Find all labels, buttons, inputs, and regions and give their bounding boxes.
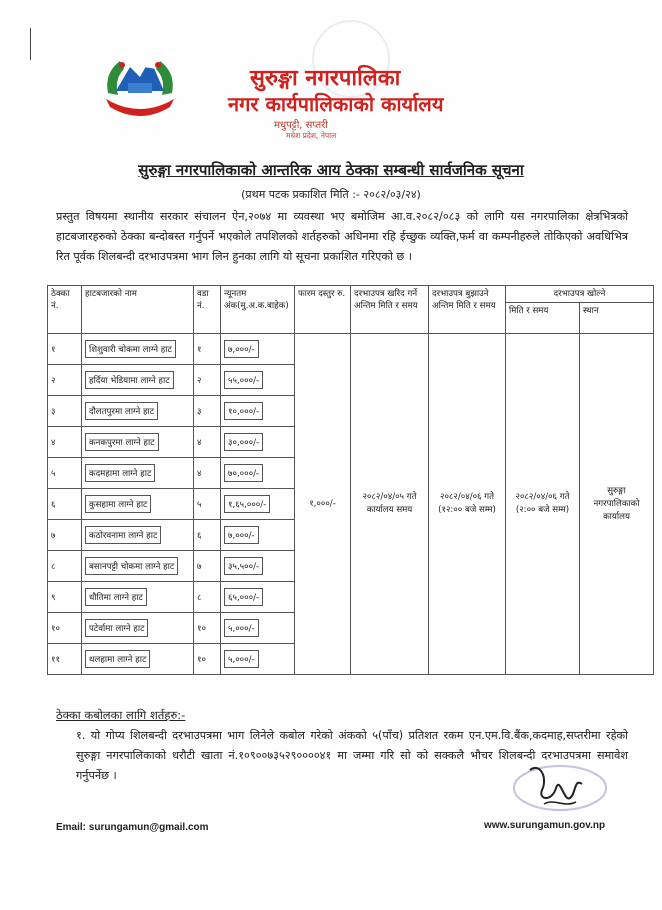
- cell-opening-place: सुरुङ्गा नगरपालिकाको कार्यालय: [580, 334, 654, 675]
- cell-sn-text: ५: [51, 469, 56, 479]
- cell-sn-text: ७: [51, 531, 56, 541]
- scan-edge-mark: [30, 28, 31, 60]
- cell-ward: [194, 334, 221, 365]
- cell-market-name: [82, 582, 194, 613]
- cell-market-name: [82, 458, 194, 489]
- conditions-heading: ठेक्का कबोलका लागि शर्तहरु:-: [56, 708, 186, 722]
- cell-min-amount: [221, 551, 295, 582]
- contract-table: [47, 285, 654, 675]
- cell-market-name-text: धौतिमा लाग्ने हाट: [85, 588, 147, 606]
- cell-sn: [48, 520, 82, 551]
- header-sn: ठेक्का नं.: [48, 286, 82, 334]
- header-market-name: हाटबजारको नाम: [82, 286, 194, 334]
- cell-ward: [194, 613, 221, 644]
- cell-market-name-text: कनकपुरमा लाग्ने हाट: [85, 433, 159, 451]
- cell-min-amount: [221, 582, 295, 613]
- cell-purchase-deadline: २०८२/०४/०५ गते कार्यालय समय: [351, 334, 429, 675]
- cell-min-amount-text: ७०,०००/-: [224, 464, 263, 482]
- cell-ward: [194, 365, 221, 396]
- cell-min-amount-text: ३०,०००/-: [224, 433, 263, 451]
- table-body: [48, 334, 654, 675]
- signature-stamp: [500, 758, 610, 818]
- header-opening: दरभाउपत्र खोल्ने: [506, 286, 654, 303]
- cell-min-amount: [221, 644, 295, 675]
- cell-min-amount: [221, 334, 295, 365]
- cell-min-amount: [221, 520, 295, 551]
- cell-ward-text: ४: [197, 438, 202, 448]
- cell-sn: [48, 613, 82, 644]
- cell-opening-datetime: २०८२/०४/०६ गते (२:०० बजे सम्म): [506, 334, 580, 675]
- cell-market-name: [82, 613, 194, 644]
- cell-sn: [48, 644, 82, 675]
- cell-min-amount: [221, 365, 295, 396]
- cell-sn-text: २: [51, 376, 56, 386]
- cell-sn: [48, 458, 82, 489]
- cell-ward: [194, 520, 221, 551]
- cell-market-name: [82, 644, 194, 675]
- cell-market-name: [82, 334, 194, 365]
- notice-body: प्रस्तुत विषयमा स्थानीय सरकार संचालन ऐन,२०७४ मा व्यवस्था भए बमोजिम आ.व.२०८२/०८३ को लागि यस नगरपालिका क्षेत्रभित्रको हाटबजारहरुको ठेक्का बन्दोबस्त गर्नुपर्ने भएकोले तपशिलको शर्तहरुको अधिनमा रहि ईच्छुक व्यक्ति,फर्म वा कम्पनीहरुले तोकिएको अवधिभित्र रित पूर्वक शिलबन्दी दरभाउपत्रमा भाग लिन हुनका लागि यो सूचना प्रकाशित गरिएको छ ।: [56, 210, 628, 263]
- cell-sn: [48, 334, 82, 365]
- cell-ward-text: १: [197, 345, 202, 355]
- header-opening-datetime: मिति र समय: [506, 303, 580, 334]
- cell-ward-text: २: [197, 376, 202, 386]
- table-row: [48, 334, 654, 365]
- cell-sn-text: ६: [51, 500, 56, 510]
- cell-min-amount: [221, 613, 295, 644]
- cell-sn-text: ९: [51, 593, 56, 603]
- cell-market-name: [82, 396, 194, 427]
- cell-ward-text: ५: [197, 500, 202, 510]
- cell-market-name-text: कठोरवनामा लाग्ने हाट: [85, 526, 161, 544]
- header-min-amount: न्यूनतम अंक(मु.अ.क.बाहेक): [221, 286, 295, 334]
- cell-ward: [194, 582, 221, 613]
- cell-market-name-text: पटेर्वामा लाग्ने हाट: [85, 619, 148, 637]
- cell-ward-text: १०: [197, 655, 206, 665]
- cell-market-name: [82, 427, 194, 458]
- cell-min-amount-text: ३५,५००/-: [224, 557, 263, 575]
- footer-website: www.surungamun.gov.np: [484, 820, 606, 831]
- cell-min-amount-text: ६५,०००/-: [224, 588, 263, 606]
- header-opening-place: स्थान: [580, 303, 654, 334]
- cell-sn-text: ३: [51, 407, 56, 417]
- cell-sn-text: १: [51, 345, 56, 355]
- office-name: नगर कार्यपालिकाको कार्यालय: [228, 92, 444, 116]
- cell-market-name: [82, 551, 194, 582]
- cell-ward: [194, 396, 221, 427]
- cell-sn-text: ८: [51, 562, 56, 572]
- header-purchase-deadline: दरभाउपत्र खरिद गर्ने अन्तिम मिति र समय: [351, 286, 429, 334]
- cell-market-name-text: शिशुवारी चोकमा लाग्ने हाट: [85, 340, 176, 358]
- cell-ward: [194, 489, 221, 520]
- cell-min-amount-text: ७,०००/-: [224, 340, 259, 358]
- cell-market-name: [82, 520, 194, 551]
- cell-sn-text: १०: [51, 624, 60, 634]
- cell-ward-text: ७: [197, 562, 202, 572]
- header-form-fee: फारम दस्तुर रु.: [295, 286, 351, 334]
- cell-sn: [48, 551, 82, 582]
- cell-sn: [48, 365, 82, 396]
- cell-min-amount-text: ५,०००/-: [224, 619, 259, 637]
- cell-min-amount-text: ५५,०००/-: [224, 371, 263, 389]
- cell-sn-text: ११: [51, 655, 60, 665]
- cell-min-amount-text: १,६५,०००/-: [224, 495, 270, 513]
- cell-min-amount: [221, 427, 295, 458]
- cell-ward-text: १०: [197, 624, 206, 634]
- cell-submission-deadline: २०८२/०४/०६ गते (१२:०० बजे सम्म): [429, 334, 506, 675]
- cell-min-amount: [221, 489, 295, 520]
- header-submission-deadline: दरभाउपत्र बुझाउने अन्तिम मिति र समय: [429, 286, 506, 334]
- cell-market-name-text: हर्दिया भेडियामा लाग्ने हाट: [85, 371, 174, 389]
- cell-market-name-text: दौलतपुरमा लाग्ने हाट: [85, 402, 158, 420]
- cell-sn: [48, 427, 82, 458]
- municipality-name: सुरुङ्गा नगरपालिका: [250, 66, 401, 91]
- cell-ward-text: ३: [197, 407, 202, 417]
- address-line-2: मधेश प्रदेश, नेपाल: [286, 131, 337, 140]
- cell-sn: [48, 396, 82, 427]
- municipality-emblem-icon: [100, 45, 180, 123]
- table-header-row: [48, 286, 654, 303]
- cell-ward-text: ४: [197, 469, 202, 479]
- cell-ward: [194, 427, 221, 458]
- cell-market-name-text: कुसहामा लाग्ने हाट: [85, 495, 151, 513]
- cell-market-name-text: बसानपट्टी चोकमा लाग्ने हाट: [85, 557, 178, 575]
- cell-market-name-text: कदमहामा लाग्ने हाट: [85, 464, 155, 482]
- cell-ward-text: ८: [197, 593, 202, 603]
- cell-sn: [48, 489, 82, 520]
- cell-sn-text: ४: [51, 438, 56, 448]
- condition-item-1: १. यो गोप्य शिलबन्दी दरभाउपत्रमा भाग लिनेले कबोल गरेको अंकको ५(पाँच) प्रतिशत रकम एन.एम.वि.बैंक,कदमाह,सप्तरीमा रहेको सुरुङ्गा नगरपालिकाको धरौटी खाता नं.१०९००७३५२९००००४१ मा जम्मा गरि सो को सक्कलै भौचर शिलबन्दी दरभाउपत्रमा समावेश गर्नुपर्नेछ ।: [76, 729, 628, 782]
- address-line-1: मधुपट्टी, सप्तरी: [274, 120, 328, 131]
- cell-min-amount: [221, 396, 295, 427]
- notice-subtitle: (प्रथम पटक प्रकाशित मिति :- २०८२/०३/२४): [241, 188, 421, 201]
- cell-ward: [194, 644, 221, 675]
- cell-ward: [194, 458, 221, 489]
- notice-title: [0, 160, 662, 180]
- cell-market-name: [82, 489, 194, 520]
- cell-market-name-text: थलहामा लाग्ने हाट: [85, 650, 150, 668]
- cell-min-amount-text: ५,०००/-: [224, 650, 259, 668]
- cell-sn: [48, 582, 82, 613]
- footer-email: Email: surungamun@gmail.com: [56, 822, 209, 833]
- cell-min-amount-text: १०,०००/-: [224, 402, 263, 420]
- cell-min-amount: [221, 458, 295, 489]
- cell-min-amount-text: ७,०००/-: [224, 526, 259, 544]
- header-ward: वडा नं.: [194, 286, 221, 334]
- cell-ward-text: ६: [197, 531, 202, 541]
- notice-title-text: सुरुङ्गा नगरपालिकाको आन्तरिक आय ठेक्का सम्बन्धी सार्वजनिक सूचना: [138, 161, 524, 179]
- cell-ward: [194, 551, 221, 582]
- cell-form-fee: १,०००/-: [295, 334, 351, 675]
- cell-market-name: [82, 365, 194, 396]
